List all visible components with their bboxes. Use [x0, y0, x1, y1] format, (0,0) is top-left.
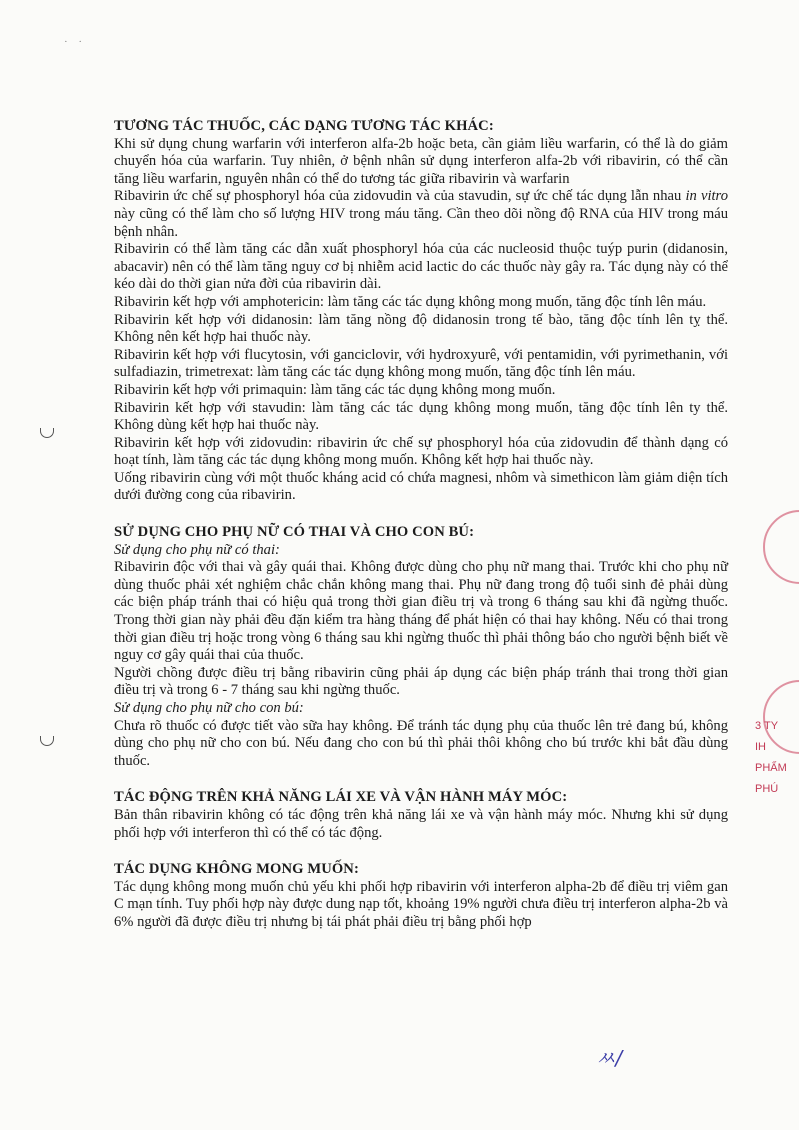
section-interactions — [114, 118, 728, 505]
paragraph-text: Ribavirin ức chế sự phosphoryl hóa của zidovudin và của stavudin, sự ức chế tác dụng lẫn nhau — [114, 188, 682, 205]
paragraph: Ribavirin kết hợp với stavudin: làm tăng các tác dụng không mong muốn, tăng độc tính lên ty thể. Không dùng kết hợp hai thuốc này. — [114, 399, 728, 434]
paragraph: Ribavirin kết hợp với primaquin: làm tăng các tác dụng không mong muốn. — [114, 381, 556, 398]
stamp-line: 3 TY — [755, 720, 779, 732]
handwritten-initial: ㅆ/ — [596, 1046, 623, 1070]
paragraph: Chưa rõ thuốc có được tiết vào sữa hay không. Để tránh tác dụng phụ của thuốc lên trẻ đang bú, không dùng cho phụ nữ cho con bú. Nếu đang cho con bú thì phải thôi không cho bú trước khi bắt đầu dùng thuốc. — [114, 717, 728, 769]
section-adverse-effects — [114, 861, 728, 931]
paragraph: Uống ribavirin cùng với một thuốc kháng acid có chứa magnesi, nhôm và simethicon làm giảm diện tích dưới đường cong của ribavirin. — [114, 469, 728, 504]
stamp-line: IH — [755, 741, 766, 753]
section-heading: TÁC DỤNG KHÔNG MONG MUỐN: — [114, 861, 359, 878]
paragraph: Bản thân ribavirin không có tác động trên khả năng lái xe và vận hành máy móc. Nhưng khi sử dụng phối hợp với interferon thì có thể có tác động. — [114, 806, 728, 841]
paragraph: Ribavirin có thể làm tăng các dẫn xuất phosphoryl hóa của các nucleosid thuộc tuýp purin (didanosin, abacavir) nên có thể làm tăng nguy cơ bị nhiễm acid lactic do các thuốc này gây ra. Tác dụng này có thể kéo dài do thời gian nửa đời của ribavirin dài. — [114, 241, 728, 293]
stamp-ring-top — [763, 510, 799, 584]
section-pregnancy — [114, 524, 728, 770]
paragraph: Khi sử dụng chung warfarin với interferon alfa-2b hoặc beta, cần giảm liều warfarin, có thể là do giảm chuyển hóa của warfarin. Tuy nhiên, ở bệnh nhân sử dụng interferon alfa-2b với ribavirin, có thể cần tăng liều warfarin, nguyên nhân có thể do tương tác giữa ribavirin và warfarin — [114, 135, 728, 187]
subheading: Sử dụng cho phụ nữ cho con bú: — [114, 700, 304, 716]
paragraph: Ribavirin kết hợp với flucytosin, với ganciclovir, với hydroxyurê, với pentamidin, với pyrimethanin, với sulfadiazin, trimetrexat: làm tăng các tác dụng không mong muốn, tăng độc tính lên máu. — [114, 346, 728, 381]
section-heading: SỬ DỤNG CHO PHỤ NỮ CÓ THAI VÀ CHO CON BÚ: — [114, 524, 475, 541]
stamp-line: PHÚ — [755, 783, 779, 795]
section-heading: TÁC ĐỘNG TRÊN KHẢ NĂNG LÁI XE VÀ VẬN HÀNH MÁY MÓC: — [114, 789, 568, 806]
paragraph: Ribavirin kết hợp với didanosin: làm tăng nồng độ didanosin trong tế bào, tăng độc tính lên tỵ thể. Không nên kết hợp hai thuốc này. — [114, 311, 728, 346]
section-driving — [114, 789, 728, 842]
document-page — [114, 118, 728, 932]
in-vitro-term: in vitro — [685, 188, 728, 205]
paragraph: Ribavirin độc với thai và gây quái thai. Không được dùng cho phụ nữ mang thai. Trước khi cho phụ nữ dùng thuốc phải xét nghiệm chắc chắn không mang thai. Phụ nữ đang trong độ tuổi sinh đẻ phải dùng các biện pháp tránh thai có hiệu quả trong thời gian điều trị và trong 6 tháng sau khi đã ngừng thuốc. Trong thời gian này phải đều đặn kiểm tra hàng tháng để phát hiện có thai hay không. Nếu có thai trong thời gian điều trị hoặc trong vòng 6 tháng sau khi ngừng thuốc thì phải thông báo cho người bệnh biết về nguy cơ gây quái thai của thuốc. — [114, 559, 728, 664]
stamp-text — [755, 716, 795, 800]
paragraph-text: này cũng có thể làm cho số lượng HIV trong máu tăng. Cần theo dõi nồng độ RNA của HIV trong máu bệnh nhân. — [114, 205, 728, 240]
punch-hole-mark — [40, 428, 54, 438]
subheading: Sử dụng cho phụ nữ có thai: — [114, 541, 280, 558]
paragraph: Tác dụng không mong muốn chủ yếu khi phối hợp ribavirin với interferon alpha-2b để điều trị viêm gan C mạn tính. Tuy phối hợp này được dung nạp tốt, khoảng 19% người chưa điều trị interferon alpha-2b và 6% người đã được điều trị nhưng bị tái phát phải điều trị bằng phối hợp — [114, 878, 728, 930]
margin-dots: · · — [64, 36, 87, 48]
punch-hole-mark — [40, 736, 54, 746]
paragraph: Ribavirin kết hợp với zidovudin: ribavirin ức chế sự phosphoryl hóa của zidovudin để thành dạng có hoạt tính, làm tăng các tác dụng không mong muốn. Không kết hợp hai thuốc này. — [114, 434, 728, 469]
stamp-line: PHẨM — [755, 762, 787, 774]
paragraph — [114, 188, 728, 241]
paragraph: Người chồng được điều trị bằng ribavirin cũng phải áp dụng các biện pháp tránh thai trong thời gian điều trị và trong 6 - 7 tháng sau khi ngừng thuốc. — [114, 664, 728, 699]
paragraph: Ribavirin kết hợp với amphotericin: làm tăng các tác dụng không mong muốn, tăng độc tính lên máu. — [114, 293, 707, 310]
section-heading: TƯƠNG TÁC THUỐC, CÁC DẠNG TƯƠNG TÁC KHÁC: — [114, 118, 494, 134]
